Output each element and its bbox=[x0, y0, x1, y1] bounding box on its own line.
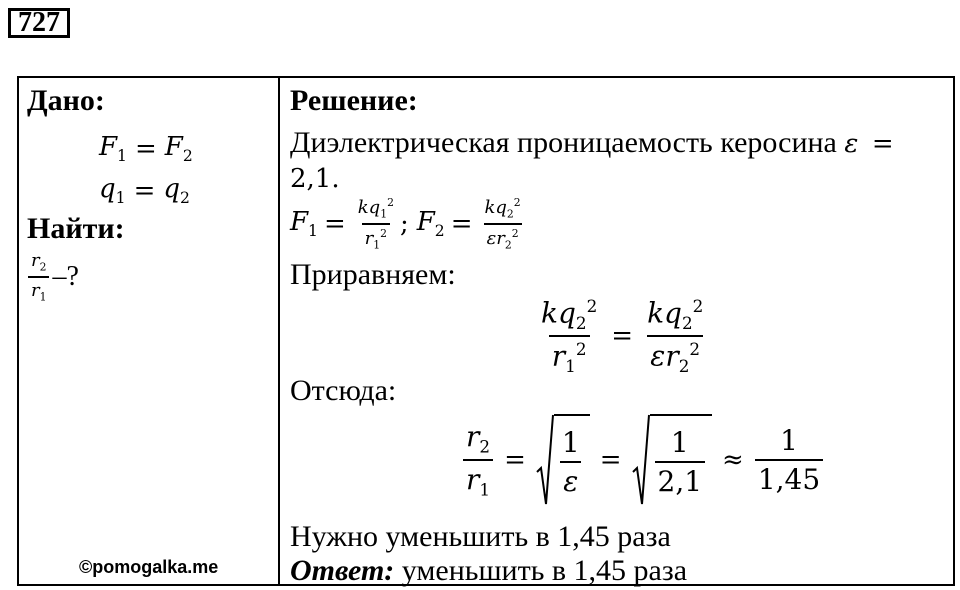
given-equation-f: $F_1$ = $F_2$ bbox=[99, 132, 193, 166]
formula-f2-fraction: $\frac{kq_2^2}{\varepsilon r_2^2}$ bbox=[484, 196, 521, 252]
solution-column bbox=[280, 78, 953, 587]
solution-line-1: Диэлектрическая проницаемость керосина ε = bbox=[290, 126, 894, 159]
formula-f2-lhs: $F_2$ bbox=[416, 207, 445, 241]
solution-table bbox=[17, 76, 955, 586]
solution-header: Решение: bbox=[290, 84, 418, 117]
result-final-fraction: $\frac{1}{1,45}$ bbox=[755, 424, 823, 496]
answer-text: уменьшить в 1,45 раза bbox=[401, 554, 688, 587]
formula-f1-lhs: $F_1$ bbox=[290, 207, 318, 241]
sqrt-one-over-value: $\frac{1}{2,1}$ bbox=[632, 414, 713, 506]
find-header: Найти: bbox=[27, 212, 125, 245]
sqrt-one-over-epsilon: $\frac{1}{\varepsilon}$ bbox=[536, 414, 590, 506]
given-q2: $q_2$ bbox=[163, 174, 190, 208]
problem-number: 727 bbox=[8, 8, 70, 38]
given-q1: $q_1$ bbox=[99, 174, 126, 208]
formula-f1-fraction: $\frac{kq_1^2}{r_1^2}$ bbox=[357, 196, 394, 252]
given-equation-q: $q_1$ = $q_2$ bbox=[99, 174, 190, 208]
formula-forces: $F_1$ = $\frac{kq_1^2}{r_1^2}$ ; $F_2$ = $\frac{kq_2^2}{\varepsilon r_2^2}$ bbox=[290, 196, 527, 251]
solution-line-1-value: 2,1. bbox=[290, 164, 340, 194]
given-f2: $F_2$ bbox=[164, 132, 193, 166]
conclusion-text: Нужно уменьшить в 1,45 раза bbox=[290, 520, 671, 553]
answer-line bbox=[290, 554, 687, 588]
hence-label: Отсюда: bbox=[290, 374, 397, 407]
equate-label: Приравняем: bbox=[290, 258, 456, 291]
answer-label: Ответ: bbox=[290, 554, 395, 587]
equate-left-fraction: $\frac{kq_2^2}{r_1^2}$ bbox=[541, 296, 598, 376]
find-expression: $\frac{r_2}{r_1}$ –? bbox=[25, 250, 79, 303]
equate-right-fraction: $\frac{kq_2^2}{\varepsilon r_2^2}$ bbox=[647, 296, 704, 376]
given-f1: $F_1$ bbox=[99, 132, 127, 166]
given-column bbox=[19, 78, 278, 584]
find-fraction: $\frac{r_2}{r_1}$ bbox=[28, 250, 49, 303]
watermark: ©pomogalka.me bbox=[79, 557, 219, 577]
given-header: Дано: bbox=[27, 84, 105, 117]
equate-formula: $\frac{kq_2^2}{r_1^2}$ = $\frac{kq_2^2}{\varepsilon r_2^2}$ bbox=[535, 296, 709, 376]
result-ratio-fraction: $\frac{r_2}{r_1}$ bbox=[463, 420, 493, 499]
result-formula: $\frac{r_2}{r_1}$ = $\frac{1}{\varepsilon}$ = $\frac{1}{2,1}$ ≈ $\frac{1}{1,45}$ bbox=[460, 414, 826, 506]
